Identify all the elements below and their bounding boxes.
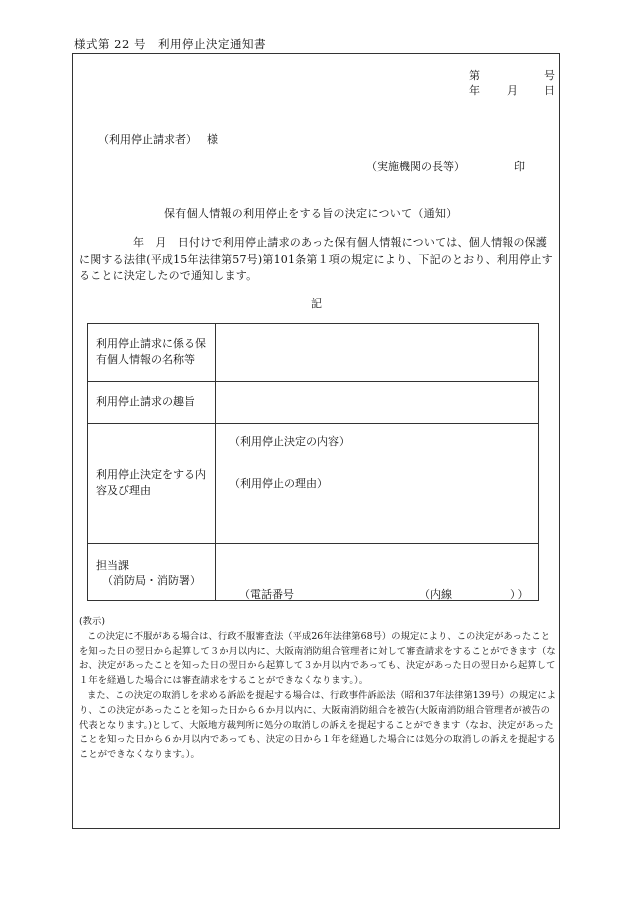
table-column-divider xyxy=(215,324,216,600)
instructions-appeal: この決定に不服がある場合は、行政不服審査法（平成26年法律第68号）の規定により、この決定があったことを知った日の翌日から起算して３か月以内に、大阪南消防組合管理者に対して審査請求をすることができます（なお、決定があったことを知った日の翌日から起算して３か月以内であっても、決定があった日の翌日から起算して１年を経過した場合には審査請求をすることができなくなります。）。 xyxy=(79,630,556,687)
instructions-lawsuit: また、この決定の取消しを求める訴訟を提起する場合は、行政事件訴訟法（昭和37年法律第139号）の規定により、この決定があったことを知った日から６か月以内に、大阪南消防組合を被告(大阪南消防組合管理者が被告の代表となります。)として、大阪地方裁判所に処分の取消しの訴えを提起することができます（なお、決定があったことを知った日から６か月以内であっても、決定の日から１年を経過した場合には処分の取消しの訴えを提起することができなくなります。）。 xyxy=(79,689,557,761)
ki-heading: 記 xyxy=(311,297,322,310)
seal-mark: 印 xyxy=(514,160,525,173)
instructions-heading: (教示) xyxy=(79,616,106,627)
addressee-label: （利用停止請求者） xyxy=(98,133,197,146)
extension-label: （内線 xyxy=(419,588,452,601)
date-month: 月 xyxy=(507,84,518,97)
instructions-section xyxy=(79,615,557,763)
notice-frame xyxy=(72,53,560,829)
notice-body: 年 月 日付けで利用停止請求のあった保有個人情報については、個人情報の保護に関する法律(平成15年法律第57号)第101条第１項の規定により、下記のとおり、利用停止することに決定したので通知します。 xyxy=(79,236,553,282)
row-label-decision-content: 利用停止決定をする内容及び理由 xyxy=(96,468,206,497)
row-label-info-name: 利用停止請求に係る保有個人情報の名称等 xyxy=(96,337,206,366)
issuer-label: （実施機関の長等） xyxy=(366,160,465,173)
date-day: 日 xyxy=(544,84,555,97)
row-label-department-sub: （消防局・消防署） xyxy=(102,574,201,587)
table-row-divider xyxy=(88,381,538,382)
row-label-request-purpose: 利用停止請求の趣旨 xyxy=(96,395,195,408)
number-suffix: 号 xyxy=(544,69,555,82)
addressee-honorific: 様 xyxy=(207,133,218,146)
number-prefix: 第 xyxy=(469,69,480,82)
table-row-divider xyxy=(88,543,538,544)
notice-title: 保有個人情報の利用停止をする旨の決定について（通知） xyxy=(164,207,458,220)
decision-table xyxy=(87,323,539,601)
row-label-department: 担当課 xyxy=(96,559,129,572)
date-year: 年 xyxy=(469,84,480,97)
form-number-label: 様式第 22 号 利用停止決定通知書 xyxy=(74,37,266,51)
decision-content-label: （利用停止決定の内容） xyxy=(229,435,350,448)
decision-reason-label: （利用停止の理由） xyxy=(229,477,328,490)
table-row-divider xyxy=(88,423,538,424)
extension-close: ）） xyxy=(510,588,531,601)
phone-number-label: （電話番号 xyxy=(239,588,294,601)
